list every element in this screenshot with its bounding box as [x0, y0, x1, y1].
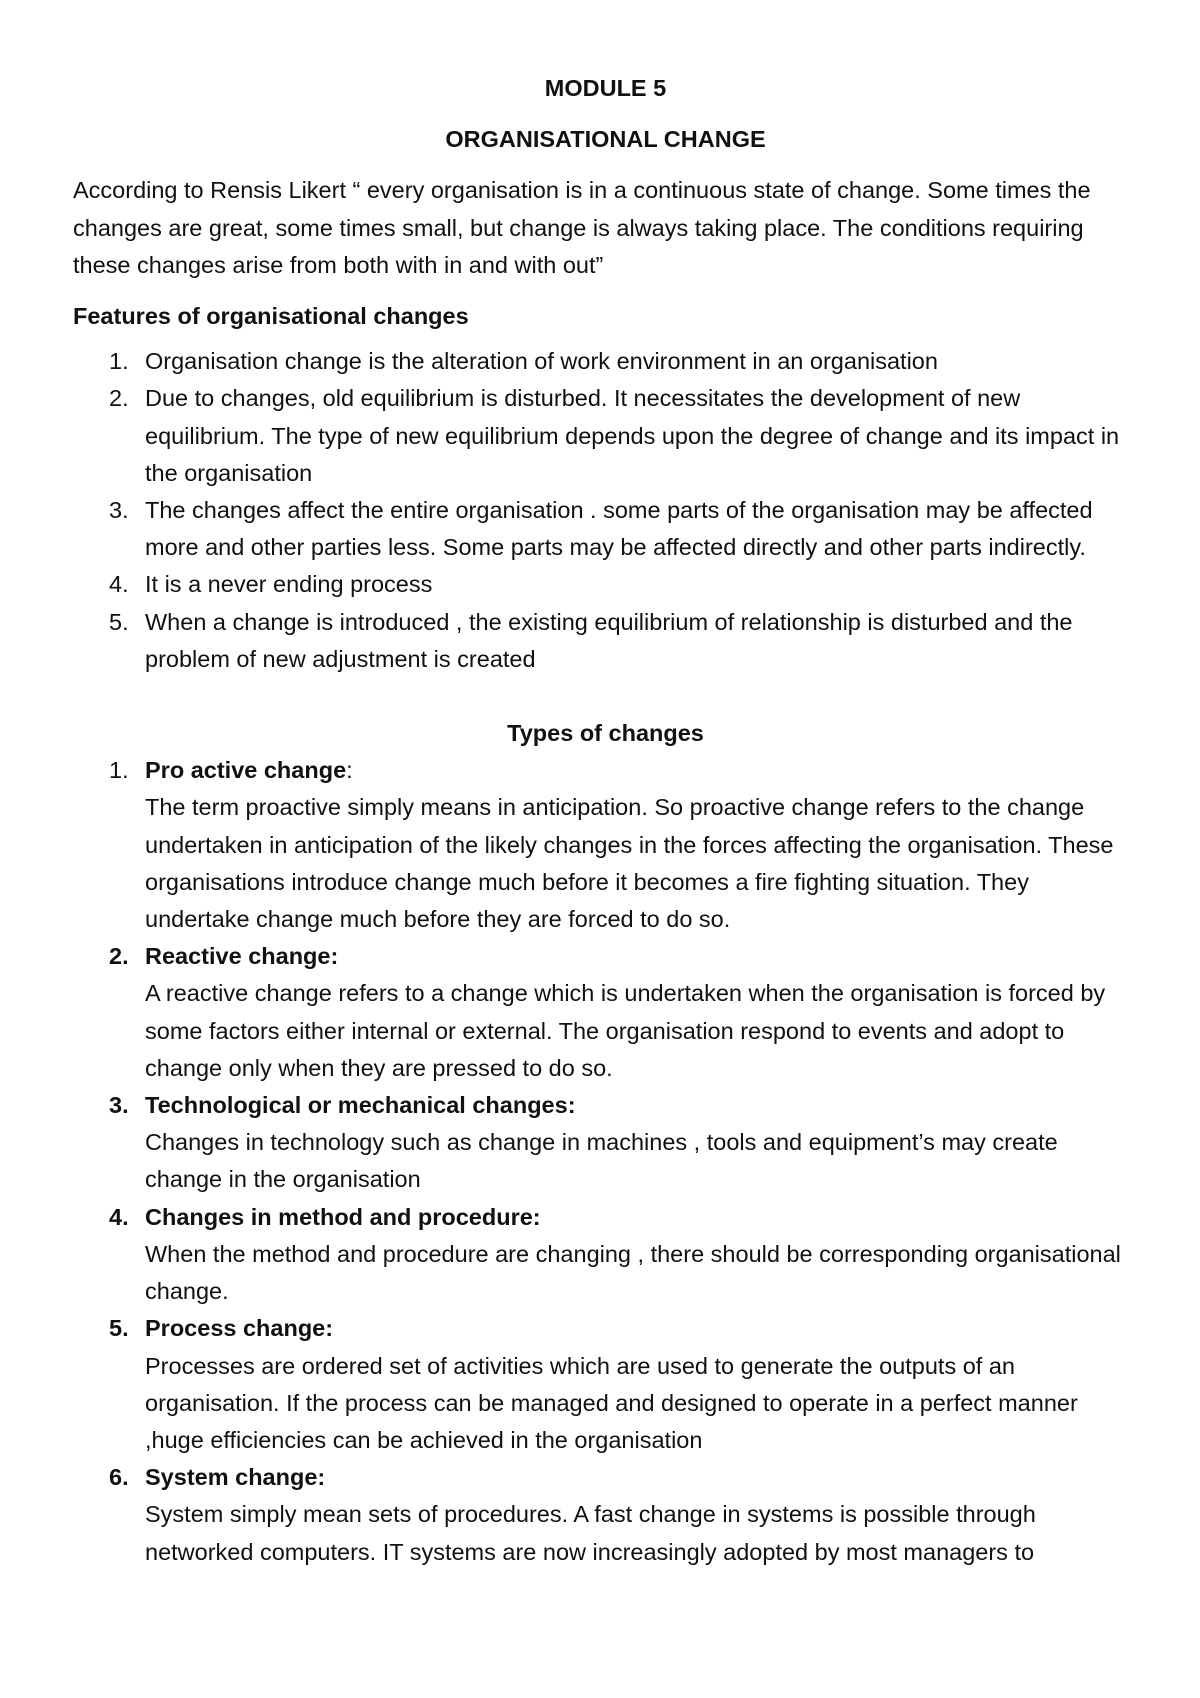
list-text: It is a never ending process — [145, 571, 433, 598]
type-description: When the method and procedure are changing , there should be corresponding organisational change. — [145, 1240, 1121, 1305]
list-number: 4. — [109, 571, 129, 598]
type-title: Reactive change: — [145, 943, 339, 970]
list-number: 3. — [109, 497, 129, 524]
list-item — [73, 752, 1138, 938]
list-number: 1. — [109, 348, 129, 375]
list-item — [73, 566, 1138, 603]
list-number: 3. — [109, 1092, 129, 1119]
types-list — [73, 752, 1138, 1570]
type-title: Pro active change — [145, 757, 347, 784]
chapter-title: ORGANISATIONAL CHANGE — [445, 126, 766, 153]
list-number: 5. — [109, 608, 129, 635]
list-number: 2. — [109, 385, 129, 412]
type-description: The term proactive simply means in anticipation. So proactive change refers to the change undertaken in anticipation of the likely changes in the forces affecting the organisation. These organisations introduce change much before it becomes a fire fighting situation. They undertake change much before they are forced to do so. — [145, 794, 1114, 933]
type-title: Changes in method and procedure: — [145, 1203, 541, 1230]
type-description: Processes are ordered set of activities which are used to generate the outputs of an organisation. If the process can be managed and designed to operate in a perfect manner ,huge efficiencies can be achieved in the organisation — [145, 1352, 1078, 1453]
type-title: Process change: — [145, 1315, 334, 1342]
features-heading: Features of organisational changes — [73, 303, 469, 330]
types-heading: Types of changes — [507, 720, 704, 747]
type-title: System change: — [145, 1464, 326, 1491]
list-item — [73, 343, 1138, 380]
list-number: 2. — [109, 943, 129, 970]
list-number: 1. — [109, 757, 129, 784]
list-text: The changes affect the entire organisation . some parts of the organisation may be affected more and other parties less. Some parts may be affected directly and other parts indirectly. — [145, 497, 1093, 561]
list-item — [73, 604, 1138, 678]
features-list — [73, 343, 1138, 678]
type-title-suffix: : — [346, 757, 353, 784]
list-text: Organisation change is the alteration of work environment in an organisation — [145, 348, 938, 375]
type-description: A reactive change refers to a change which is undertaken when the organisation is forced by some factors either internal or external. The organisation respond to events and adopt to change only when they are pressed to do so. — [145, 980, 1106, 1081]
intro-paragraph: According to Rensis Likert “ every organisation is in a continuous state of change. Some times the changes are great, some times small, but change is always taking place. The conditions requiring these changes arise from both with in and with out” — [73, 177, 1091, 278]
list-text: When a change is introduced , the existing equilibrium of relationship is disturbed and the problem of new adjustment is created — [145, 608, 1073, 672]
list-number: 5. — [109, 1315, 129, 1342]
type-description: Changes in technology such as change in machines , tools and equipment’s may create change in the organisation — [145, 1129, 1058, 1193]
list-item — [73, 1087, 1138, 1199]
list-item — [73, 492, 1138, 566]
list-text: Due to changes, old equilibrium is disturbed. It necessitates the development of new equilibrium. The type of new equilibrium depends upon the degree of change and its impact in the organisation — [145, 385, 1120, 486]
list-item — [73, 1199, 1138, 1311]
type-description: System simply mean sets of procedures. A fast change in systems is possible through networked computers. IT systems are now increasingly adopted by most managers to — [145, 1501, 1036, 1565]
module-title: MODULE 5 — [544, 75, 667, 101]
list-item — [73, 1459, 1138, 1571]
list-number: 6. — [109, 1464, 129, 1491]
list-item — [73, 380, 1138, 492]
type-title: Technological or mechanical changes: — [145, 1092, 576, 1119]
list-number: 4. — [109, 1203, 129, 1230]
list-item — [73, 1310, 1138, 1459]
document-content — [73, 70, 1138, 1571]
list-item — [73, 938, 1138, 1087]
